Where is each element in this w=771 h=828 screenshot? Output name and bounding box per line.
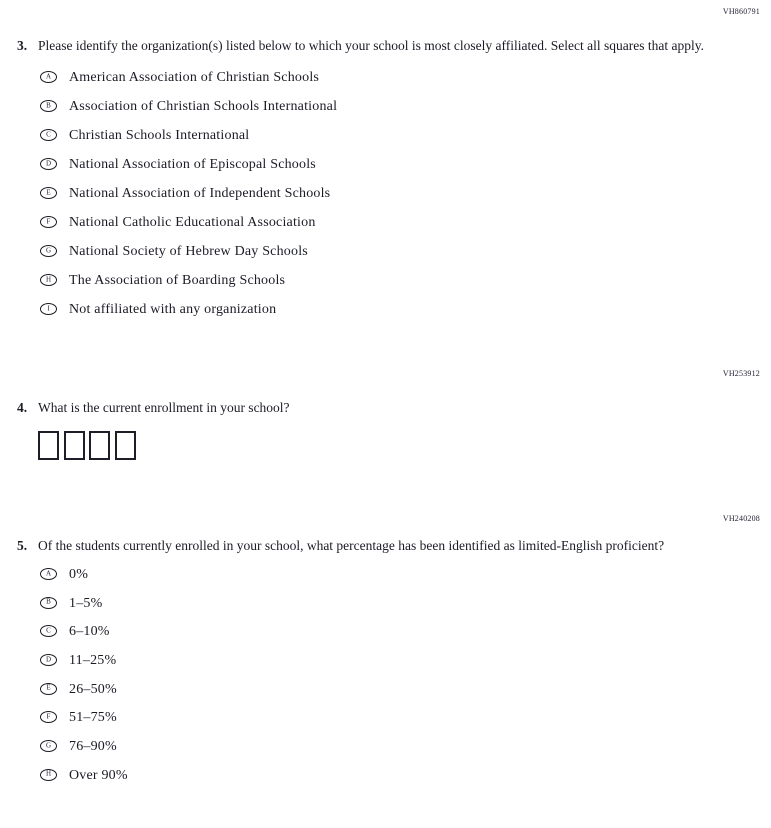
question-4 bbox=[17, 398, 731, 417]
bubble-letter: B bbox=[46, 597, 51, 606]
q3-option-d[interactable] bbox=[40, 156, 771, 185]
bubble-letter: B bbox=[46, 101, 51, 109]
question-5-text: Of the students currently enrolled in your school, what percentage has been identified as limited-English proficient? bbox=[38, 538, 665, 553]
answer-bubble-f-icon[interactable] bbox=[40, 711, 57, 723]
question-5-options bbox=[40, 566, 771, 796]
answer-bubble-c-icon[interactable] bbox=[40, 129, 57, 141]
question-5 bbox=[17, 536, 731, 555]
spacer bbox=[0, 460, 771, 514]
option-label: 11–25% bbox=[69, 653, 117, 669]
q3-option-b[interactable] bbox=[40, 98, 771, 127]
option-label: American Association of Christian Schools bbox=[69, 70, 320, 85]
answer-bubble-i-icon[interactable] bbox=[40, 303, 57, 315]
question-3-text: Please identify the organization(s) listed below to which your school is most closely affiliated. Select all squares that apply. bbox=[38, 38, 704, 53]
option-label: 6–10% bbox=[69, 624, 110, 640]
digit-box-1[interactable] bbox=[38, 431, 59, 460]
question-5-number: 5. bbox=[17, 538, 28, 553]
q3-option-g[interactable] bbox=[40, 243, 771, 272]
question-4-text: What is the current enrollment in your school? bbox=[38, 400, 290, 415]
q5-option-c[interactable] bbox=[40, 623, 771, 652]
answer-bubble-e-icon[interactable] bbox=[40, 683, 57, 695]
answer-bubble-e-icon[interactable] bbox=[40, 187, 57, 199]
bubble-letter: C bbox=[46, 130, 51, 138]
option-label: The Association of Boarding Schools bbox=[69, 273, 286, 288]
bubble-letter: H bbox=[45, 275, 52, 283]
option-label: 51–75% bbox=[69, 710, 117, 726]
q3-option-f[interactable] bbox=[40, 214, 771, 243]
q3-option-c[interactable] bbox=[40, 127, 771, 156]
option-label: 76–90% bbox=[69, 739, 117, 755]
option-label: 0% bbox=[69, 567, 89, 582]
answer-bubble-h-icon[interactable] bbox=[40, 274, 57, 286]
answer-bubble-g-icon[interactable] bbox=[40, 740, 57, 752]
answer-bubble-b-icon[interactable] bbox=[40, 597, 57, 609]
digit-box-2[interactable] bbox=[64, 431, 85, 460]
answer-bubble-f-icon[interactable] bbox=[40, 216, 57, 228]
bubble-letter: E bbox=[46, 683, 51, 692]
digit-box-3[interactable] bbox=[89, 431, 110, 460]
bubble-letter: E bbox=[46, 188, 51, 196]
answer-bubble-a-icon[interactable] bbox=[40, 568, 57, 580]
bubble-letter: D bbox=[45, 655, 52, 664]
option-label: National Association of Independent Schools bbox=[69, 186, 331, 201]
q5-option-b[interactable] bbox=[40, 595, 771, 624]
question-3-number: 3. bbox=[17, 38, 28, 53]
form-code-q4: VH253912 bbox=[722, 369, 760, 378]
enrollment-digit-boxes bbox=[38, 431, 771, 460]
answer-bubble-g-icon[interactable] bbox=[40, 245, 57, 257]
q5-option-g[interactable] bbox=[40, 738, 771, 767]
bubble-letter: H bbox=[45, 769, 52, 778]
spacer bbox=[0, 330, 771, 369]
option-label: Association of Christian Schools International bbox=[69, 99, 338, 114]
form-code-q3: VH860791 bbox=[722, 7, 760, 16]
bubble-letter: A bbox=[45, 72, 52, 80]
answer-bubble-d-icon[interactable] bbox=[40, 654, 57, 666]
bubble-letter: F bbox=[46, 712, 51, 721]
bubble-letter: G bbox=[45, 741, 52, 750]
q5-option-f[interactable] bbox=[40, 709, 771, 738]
q5-option-h[interactable] bbox=[40, 767, 771, 796]
answer-bubble-c-icon[interactable] bbox=[40, 625, 57, 637]
q5-option-e[interactable] bbox=[40, 681, 771, 710]
option-label: National Catholic Educational Association bbox=[69, 215, 316, 230]
answer-bubble-a-icon[interactable] bbox=[40, 71, 57, 83]
question-3-options bbox=[40, 69, 771, 330]
bubble-letter: I bbox=[47, 304, 50, 312]
q5-option-d[interactable] bbox=[40, 652, 771, 681]
bubble-letter: F bbox=[46, 217, 51, 225]
q3-option-i[interactable] bbox=[40, 301, 771, 330]
option-label: Over 90% bbox=[69, 767, 128, 783]
q3-option-a[interactable] bbox=[40, 69, 771, 98]
bubble-letter: A bbox=[45, 569, 52, 577]
bubble-letter: D bbox=[45, 159, 52, 167]
bubble-letter: C bbox=[46, 626, 51, 635]
option-label: National Society of Hebrew Day Schools bbox=[69, 244, 308, 259]
form-code-q5: VH240208 bbox=[722, 514, 760, 523]
question-4-number: 4. bbox=[17, 400, 28, 415]
answer-bubble-h-icon[interactable] bbox=[40, 769, 57, 781]
option-label: National Association of Episcopal Schools bbox=[69, 157, 316, 172]
option-label: Christian Schools International bbox=[69, 128, 250, 143]
answer-bubble-b-icon[interactable] bbox=[40, 100, 57, 112]
q5-option-a[interactable] bbox=[40, 566, 771, 595]
question-3 bbox=[17, 36, 731, 55]
digit-box-4[interactable] bbox=[115, 431, 136, 460]
q3-option-h[interactable] bbox=[40, 272, 771, 301]
q3-option-e[interactable] bbox=[40, 185, 771, 214]
answer-bubble-d-icon[interactable] bbox=[40, 158, 57, 170]
option-label: Not affiliated with any organization bbox=[69, 302, 277, 317]
option-label: 26–50% bbox=[69, 681, 117, 697]
bubble-letter: G bbox=[45, 246, 52, 254]
option-label: 1–5% bbox=[69, 595, 103, 611]
